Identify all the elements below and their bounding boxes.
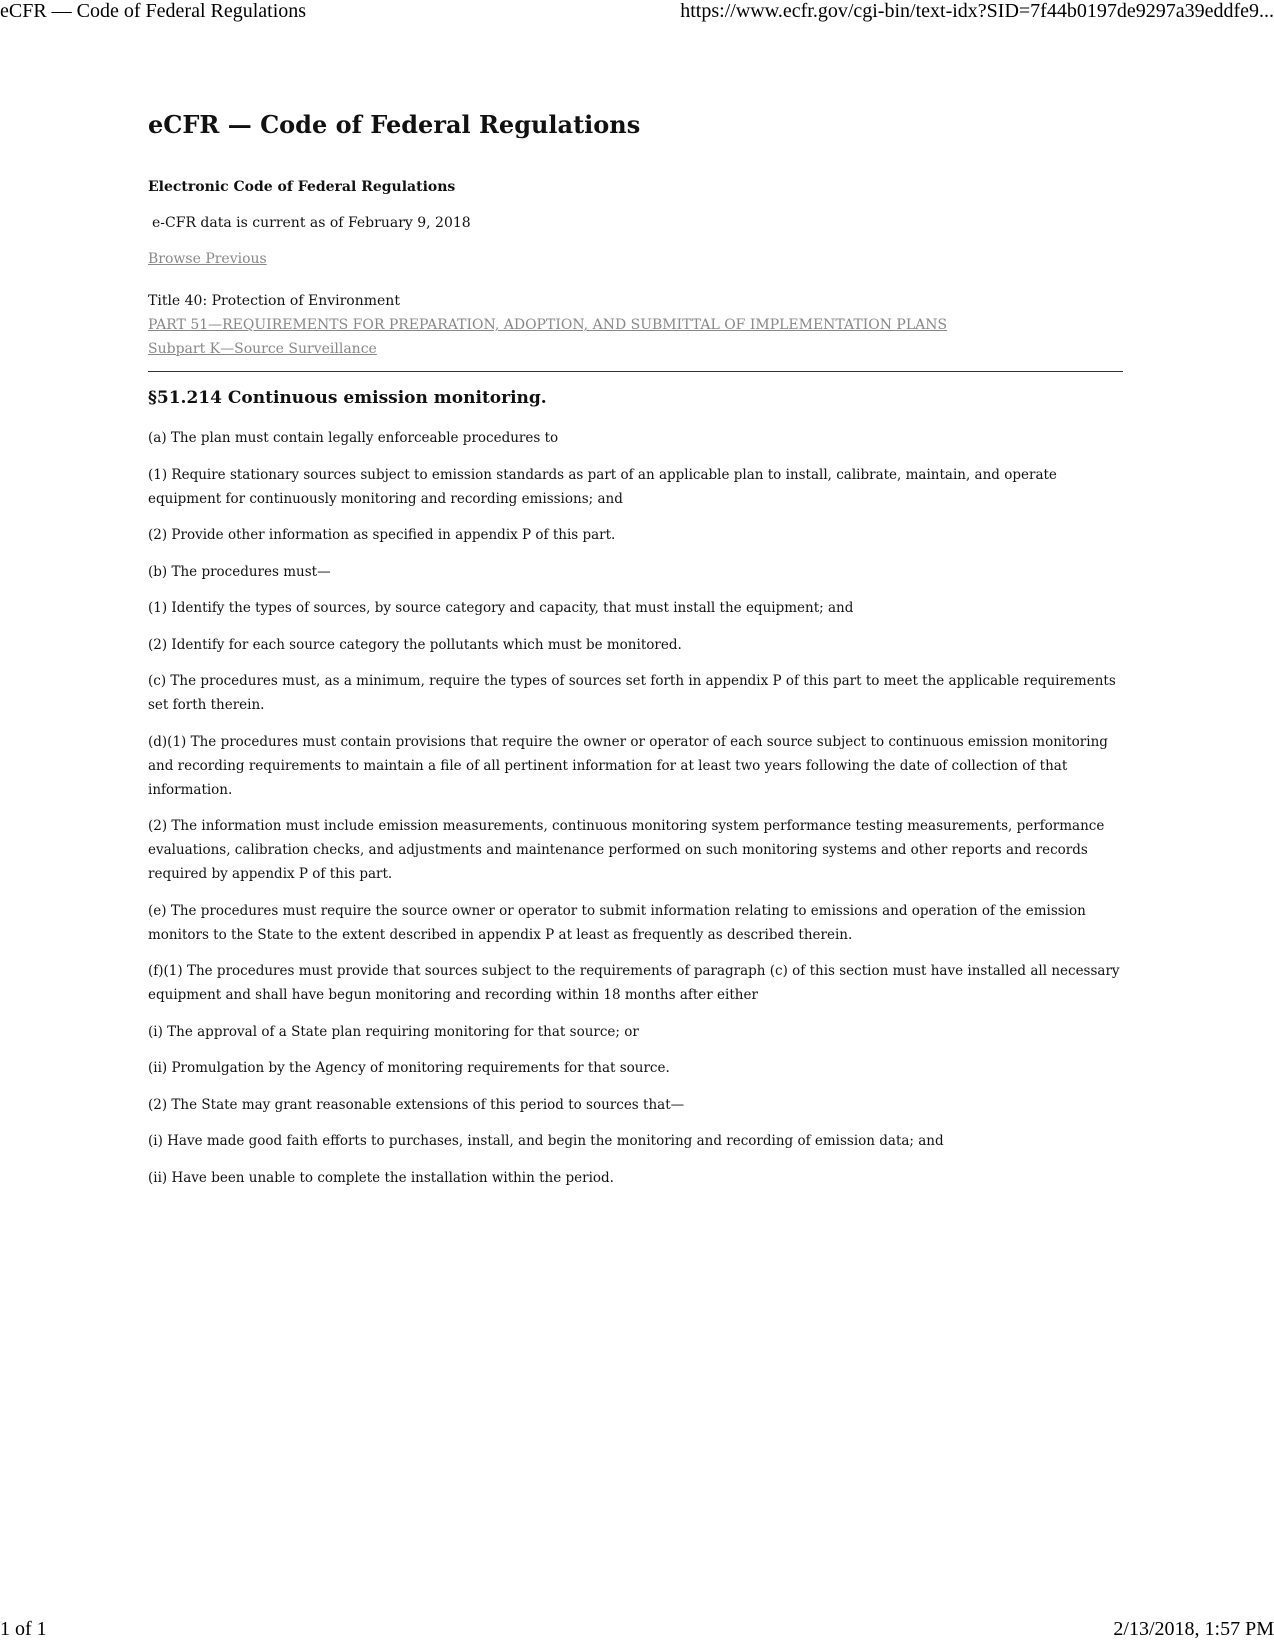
currency-date: e-CFR data is current as of February 9, 2018: [152, 215, 471, 231]
paragraph: (e) The procedures must require the source owner or operator to submit information relating to emissions and operation of the emission monitors to the State to the extent described in appendix P at least as frequently as described therein.: [148, 902, 1086, 943]
paragraph: (d)(1) The procedures must contain provisions that require the owner or operator of each source subject to continuous emission monitoring and recording requirements to maintain a file of all pertinent information for at least two years following the date of collection of that information.: [148, 733, 1108, 798]
print-footer-datetime: 2/13/2018, 1:57 PM: [1113, 1618, 1274, 1640]
breadcrumb-part-link[interactable]: PART 51—REQUIREMENTS FOR PREPARATION, ADOPTION, AND SUBMITTAL OF IMPLEMENTATION PLANS: [148, 317, 948, 333]
print-header-title: eCFR — Code of Federal Regulations: [0, 0, 307, 22]
paragraph: (a) The plan must contain legally enforceable procedures to: [148, 430, 559, 446]
paragraph: (1) Require stationary sources subject to emission standards as part of an applicable plan to install, calibrate, maintain, and operate equipment for continuously monitoring and recording emissions; and: [148, 466, 1057, 507]
paragraph: (ii) Have been unable to complete the installation within the period.: [148, 1169, 614, 1186]
paragraph: (1) Identify the types of sources, by source category and capacity, that must install the equipment; and: [148, 600, 854, 616]
paragraph: (2) Provide other information as specified in appendix P of this part.: [148, 527, 616, 543]
divider: [148, 371, 1123, 372]
paragraph: (b) The procedures must—: [148, 563, 331, 580]
paragraph: (i) Have made good faith efforts to purchases, install, and begin the monitoring and recording of emission data; and: [148, 1133, 944, 1149]
page-title: eCFR — Code of Federal Regulations: [148, 110, 641, 139]
paragraph: (f)(1) The procedures must provide that sources subject to the requirements of paragraph (c) of this section must have installed all necessary equipment and shall have begun monitoring and recording within 18 months after either: [148, 963, 1120, 1003]
breadcrumb-title: Title 40: Protection of Environment: [148, 293, 400, 309]
paragraph: (2) Identify for each source category the pollutants which must be monitored.: [148, 636, 682, 653]
section-body: [148, 426, 1123, 1190]
paragraph: (c) The procedures must, as a minimum, require the types of sources set forth in appendix P of this part to meet the applicable requirements set forth therein.: [148, 673, 1116, 713]
paragraph: (2) The State may grant reasonable extensions of this period to sources that—: [148, 1096, 685, 1113]
section-heading: §51.214 Continuous emission monitoring.: [148, 388, 547, 408]
breadcrumb: [148, 289, 1123, 361]
breadcrumb-subpart-link[interactable]: Subpart K—Source Surveillance: [148, 341, 377, 357]
browse-previous-link[interactable]: Browse Previous: [148, 251, 267, 267]
print-header-url: https://www.ecfr.gov/cgi-bin/text-idx?SID=7f44b0197de9297a39eddfe9...: [680, 0, 1274, 22]
page-subtitle: Electronic Code of Federal Regulations: [148, 179, 456, 195]
paragraph: (i) The approval of a State plan requiring monitoring for that source; or: [148, 1023, 639, 1040]
print-footer-page: 1 of 1: [0, 1618, 47, 1640]
paragraph: (2) The information must include emission measurements, continuous monitoring system performance testing measurements, performance evaluations, calibration checks, and adjustments and maintenance performed on such monitoring systems and other reports and records required by appendix P of this part.: [148, 818, 1105, 882]
paragraph: (ii) Promulgation by the Agency of monitoring requirements for that source.: [148, 1060, 670, 1076]
main-content: [148, 110, 1123, 1202]
